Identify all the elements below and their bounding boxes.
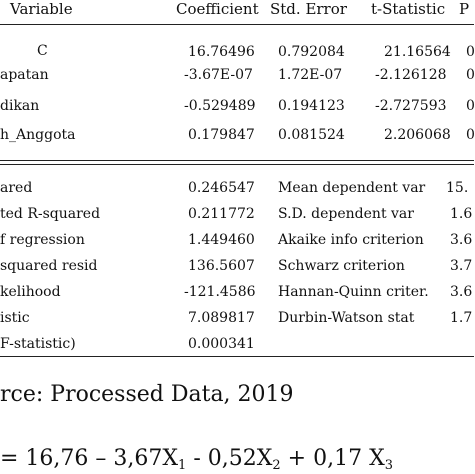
stat-label-right: Durbin-Watson stat [278,310,415,326]
header-t-statistic: t-Statistic [371,0,446,18]
header-variable: Variable [10,0,73,18]
regression-equation [0,446,394,473]
coef-variable: C [37,43,48,59]
equation-subscript: 3 [384,458,394,473]
stat-value: 7.089817 [188,310,255,326]
section-rule-bottom [0,164,474,165]
stat-value: -121.4586 [184,284,256,300]
coef-variable: apatan [0,67,49,83]
coef-variable: h_Anggota [0,127,76,143]
stat-label-right: Mean dependent var [278,180,426,196]
coef-variable: dikan [0,98,40,114]
stat-value: 1.449460 [188,232,255,248]
stat-label: f regression [0,232,85,248]
stat-label: ared [0,180,33,196]
coef-std-error: 0.194123 [278,98,345,114]
coef-std-error: 1.72E-07 [278,67,343,83]
coef-coefficient: -0.529489 [184,98,256,114]
stat-label: istic [0,310,30,326]
stat-label-right: Akaike info criterion [278,232,424,248]
stat-value-right: 1.7 [450,310,473,326]
coef-prob: 0 [466,44,475,60]
stat-value: 0.246547 [188,180,255,196]
stat-label-right: Schwarz criterion [278,258,405,274]
stat-label: kelihood [0,284,61,300]
coef-coefficient: 0.179847 [188,127,255,143]
coef-coefficient: -3.67E-07 [184,67,253,83]
stat-value: 0.211772 [188,206,255,222]
stat-label-right: Hannan-Quinn criter. [278,284,429,300]
stat-value-right: 15. [446,180,469,196]
header-coefficient: Coefficient [176,0,259,18]
coef-t-statistic: -2.126128 [375,67,447,83]
coef-prob: 0 [466,98,475,114]
coef-std-error: 0.792084 [278,44,345,60]
section-rule-top [0,160,474,161]
stat-value-right: 3.6 [450,284,473,300]
coef-t-statistic: -2.727593 [375,98,447,114]
equation-subscript: 2 [272,458,281,473]
coef-coefficient: 16.76496 [188,44,255,60]
coef-t-statistic: 21.16564 [384,44,451,60]
stat-value-right: 3.7 [450,258,473,274]
equation-part: = 16,76 – 3,67X [0,446,179,471]
stat-label: ted R-squared [0,206,101,222]
coef-std-error: 0.081524 [278,127,345,143]
stat-label-right: S.D. dependent var [278,206,414,222]
equation-part: + 0,17 X [280,446,385,471]
stat-value: 136.5607 [188,258,255,274]
equation-subscript: 1 [178,458,187,473]
stat-value-right: 3.6 [450,232,473,248]
equation-part: - 0,52X [186,446,273,471]
header-std-error: Std. Error [270,0,347,18]
stat-value-right: 1.6 [450,206,473,222]
stat-label: F-statistic) [0,336,76,352]
coef-prob: 0 [466,127,475,143]
coef-prob: 0 [466,67,475,83]
coef-t-statistic: 2.206068 [384,127,451,143]
stat-label: squared resid [0,258,98,274]
header-prob: P [459,0,470,18]
source-note: rce: Processed Data, 2019 [0,382,294,407]
stat-value: 0.000341 [188,336,255,352]
table-bottom-rule [0,356,474,357]
header-rule [0,24,474,25]
